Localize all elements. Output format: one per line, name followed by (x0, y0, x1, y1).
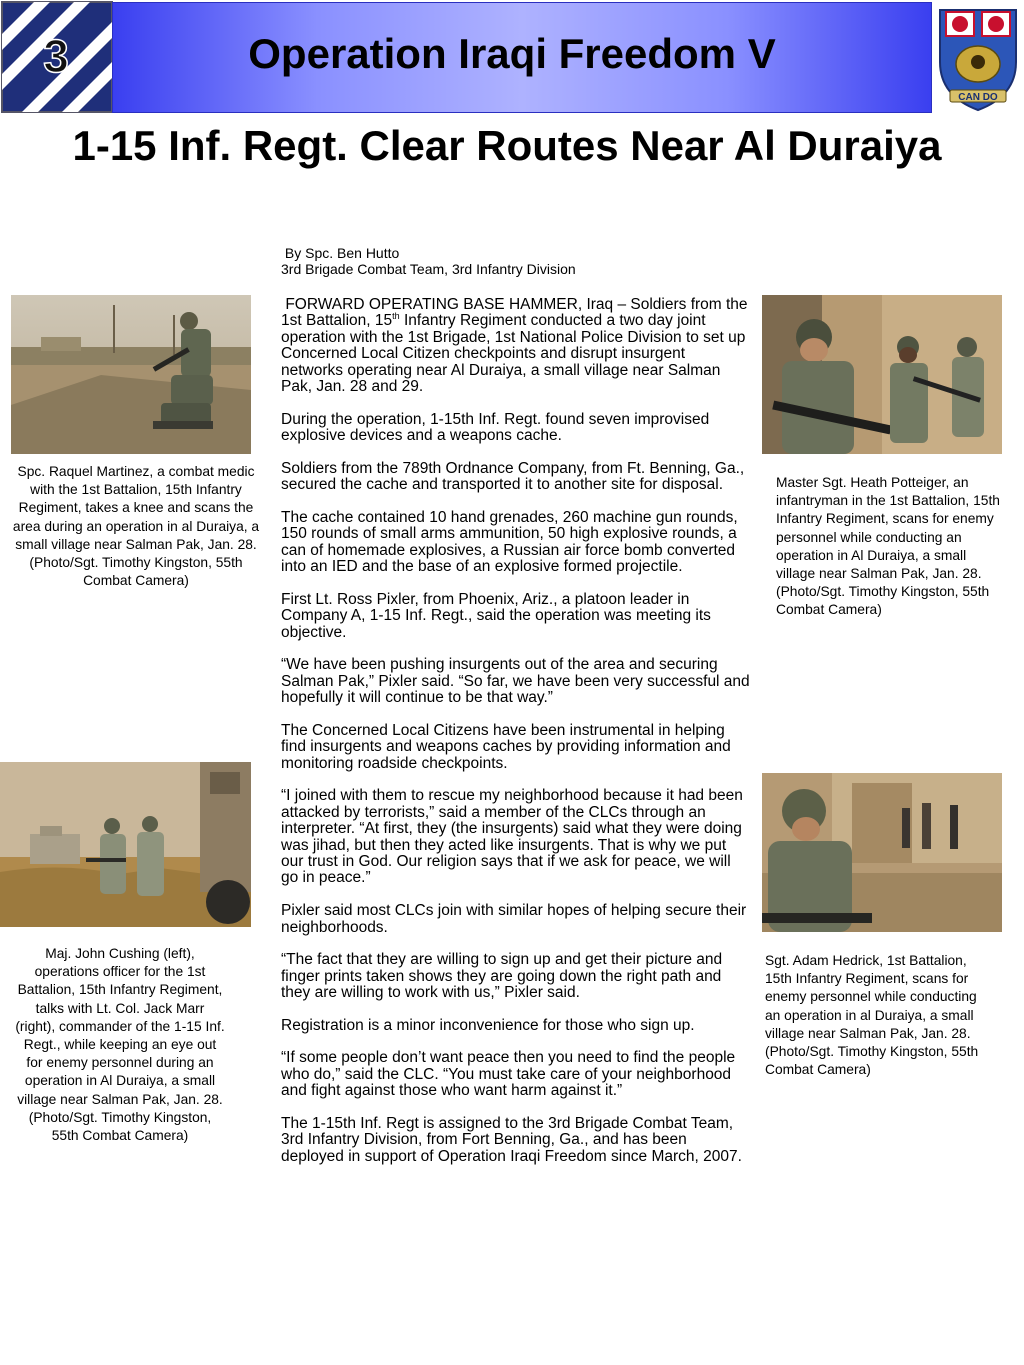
article-paragraph: The Concerned Local Citizens have been instrumental in helping find insurgents and weapons caches by providing information and monitoring roadside checkpoints. (281, 721, 731, 772)
article-paragraph: “The fact that they are willing to sign up and get their picture and finger prints taken shows they are going down the right path and they are willing to work with us,” Pixler said. (281, 951, 723, 1002)
article-paragraph: “We have been pushing insurgents out of the area and securing Salman Pak,” Pixler said. “So far, we have been very successful and hopefully it will continue to be that way.” (281, 656, 750, 707)
banner-title: Operation Iraqi Freedom V (248, 30, 776, 77)
article-paragraph: “I joined with them to rescue my neighborhood because it had been attacked by terrorists,” said a member of the CLCs through an interpreter. “At first, they (the insurgents) said what they were doing was jihad, but then they acted like insurgents. That is why we put our trust in God. Our religion says that if we ask for peace, we will go in peace.” (281, 787, 743, 887)
kneeling-medic-photo (11, 295, 251, 454)
svg-text:CAN DO: CAN DO (958, 92, 998, 103)
svg-text:3: 3 (43, 30, 69, 82)
article-body (281, 297, 751, 1182)
article-paragraph: First Lt. Ross Pixler, from Phoenix, Ariz., a platoon leader in Company A, 1-15 Inf. Regt., said the operation was meeting its objective. (281, 590, 711, 641)
banner (0, 0, 1024, 115)
article-paragraph: Registration is a minor inconvenience for those who sign up. (281, 1016, 695, 1034)
3rd-infantry-division-patch-icon (0, 0, 114, 114)
photo-caption-hedrick: Sgt. Adam Hedrick, 1st Battalion, 15th Infantry Regiment, scans for enemy personnel while conducting an operation in al Duraiya, a small village near Salman Pak, Jan. 28. (Photo/Sgt. Timothy Kingston, 55th Combat Camera) (765, 953, 979, 1078)
photo-caption-potteiger: Master Sgt. Heath Potteiger, an infantryman in the 1st Battalion, 15th Infantry Regiment, scans for enemy personnel while conducting an operation in Al Duraiya, a small village near Salman Pak, Jan. 28. (Photo/Sgt. Timothy Kingston, 55th Combat Camera) (776, 475, 1000, 618)
photo-caption-cushing: Maj. John Cushing (left), operations officer for the 1st Battalion, 15th Infantry Regiment, talks with Lt. Col. Jack Marr (right), commander of the 1-15 Inf. Regt., while keeping an eye out for enemy personnel during an operation in Al Duraiya, a small village near Salman Pak, Jan. 28. (Photo/Sgt. Timothy Kingston, 55th Combat Camera) (15, 946, 225, 1144)
byline (281, 245, 576, 277)
article-paragraph: Soldiers from the 789th Ordnance Company, from Ft. Benning, Ga., secured the cache and transported it to another site for disposal. (281, 459, 745, 494)
soldier-village-photo (762, 773, 1002, 932)
article-paragraph: FORWARD OPERATING BASE HAMMER, Iraq – Soldiers from the 1st Battalion, 15th Infantry Regiment conducted a two day joint operation with the 1st Brigade, 1st National Police Division to set up Concerned Local Citizen checkpoints and disrupt insurgent networks operating near Al Duraiya, a small village near Salman Pak, Jan. 28 and 29. (281, 296, 748, 396)
byline-author: By Spc. Ben Hutto (284, 245, 400, 261)
article-paragraph: The 1-15th Inf. Regt is assigned to the 3rd Brigade Combat Team, 3rd Infantry Division, from Fort Benning, Ga., and has been deployed in support of Operation Iraqi Freedom since March, 2007. (281, 1115, 742, 1165)
article-paragraph: During the operation, 1-15th Inf. Regt. found seven improvised explosive devices and a weapons cache. (281, 410, 710, 445)
photo-caption-martinez: Spc. Raquel Martinez, a combat medic with the 1st Battalion, 15th Infantry Regiment, takes a knee and scans the area during an operation in al Duraiya, a small village near Salman Pak, Jan. 28. (Photo/Sgt. Timothy Kingston, 55th Combat Camera) (12, 464, 260, 589)
article-paragraph: “If some people don’t want peace then you need to find the people who do,” said the CLC. “You must take care of your neighborhood and fight against those who want harm against it.” (281, 1049, 736, 1100)
headline: 1-15 Inf. Regt. Clear Routes Near Al Duraiya (72, 122, 942, 169)
officers-humvee-photo (0, 762, 251, 927)
article-paragraph: Pixler said most CLCs join with similar hopes of helping secure their neighborhoods. (281, 902, 747, 936)
can-do-regimental-crest-icon (932, 0, 1024, 114)
soldiers-patrol-photo (762, 295, 1002, 454)
article-paragraph: The cache contained 10 hand grenades, 260 machine gun rounds, 150 rounds of small arms ammunition, 50 high explosive rounds, a can of homemade explosives, a Russian air force bomb converted into an IED and the base of an explosive formed projectile. (281, 508, 738, 576)
byline-unit: 3rd Brigade Combat Team, 3rd Infantry Division (281, 261, 576, 277)
